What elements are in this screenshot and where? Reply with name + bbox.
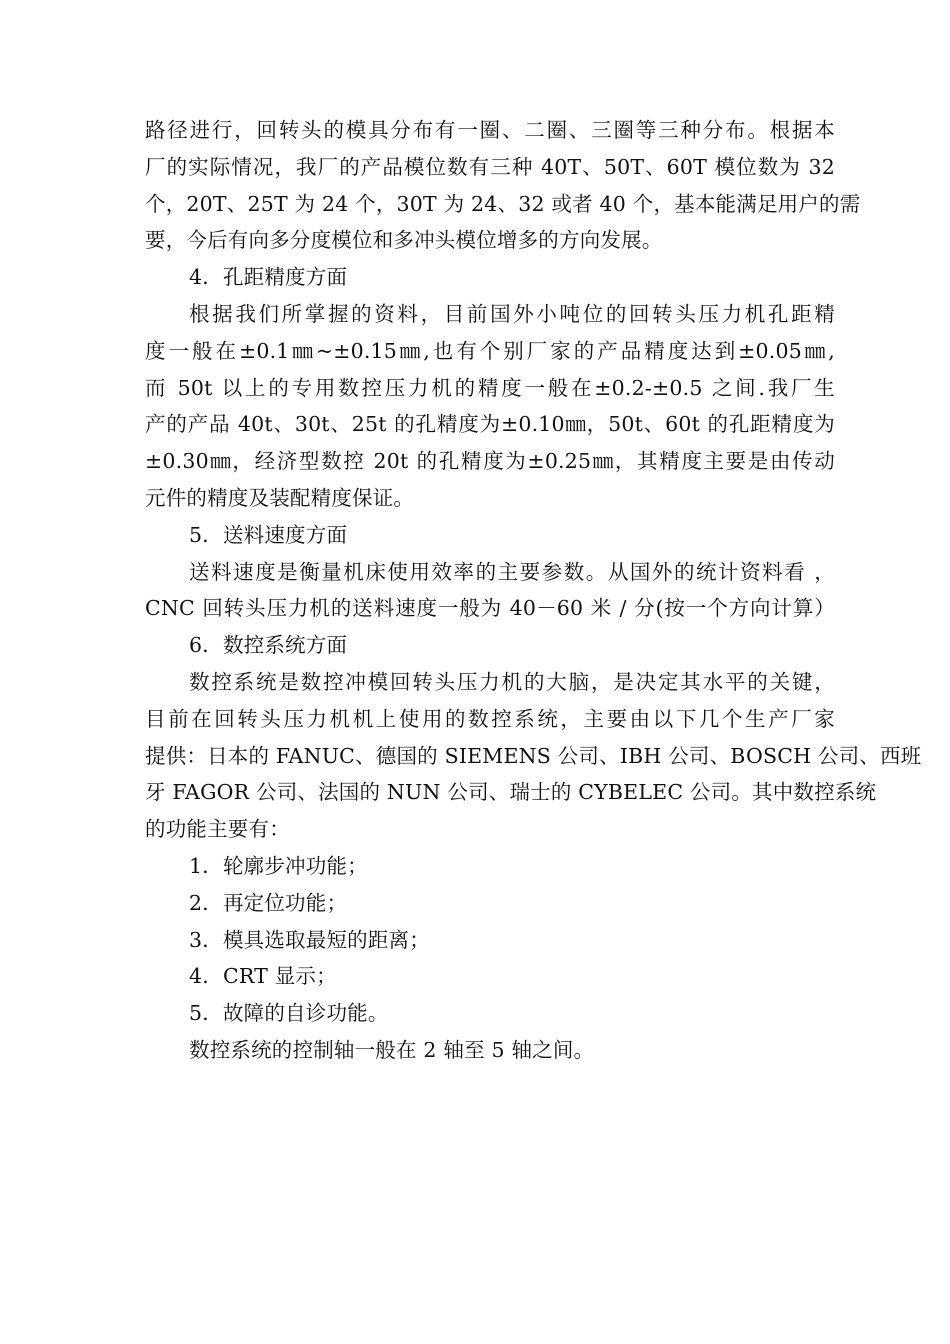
paragraph-line: 厂的实际情况，我厂的产品模位数有三种 40T、50T、60T 模位数为 32 <box>145 154 835 179</box>
section-heading: 5．送料速度方面 <box>189 522 348 547</box>
paragraph-line: 送料速度是衡量机床使用效率的主要参数。从国外的统计资料看 ， <box>189 559 835 584</box>
list-item: 1．轮廓步冲功能； <box>189 853 368 878</box>
paragraph-line: 要，今后有向多分度模位和多冲头模位增多的方向发展。 <box>145 228 663 253</box>
list-item: 5．故障的自诊功能。 <box>189 1001 389 1026</box>
paragraph-line: 根据我们所掌握的资料，目前国外小吨位的回转头压力机孔距精 <box>189 301 835 326</box>
paragraph-line: 产的产品 40t、30t、25t 的孔精度为±0.10㎜，50t、60t 的孔距精度为 <box>145 412 835 437</box>
paragraph-line: 度一般在±0.1㎜~±0.15㎜,也有个别厂家的产品精度达到±0.05㎜, <box>145 338 835 363</box>
list-item: 2．再定位功能； <box>189 890 348 915</box>
paragraph-line: 个，20T、25T 为 24 个，30T 为 24、32 或者 40 个，基本能满足用户的需 <box>145 191 861 216</box>
paragraph-line: 牙 FAGOR 公司、法国的 NUN 公司、瑞士的 CYBELEC 公司。其中数控系统 <box>145 780 877 805</box>
paragraph-line: 数控系统的控制轴一般在 2 轴至 5 轴之间。 <box>189 1037 595 1062</box>
section-heading: 6．数控系统方面 <box>189 633 348 658</box>
list-item: 4．CRT 显示； <box>189 964 337 989</box>
paragraph-line: ±0.30㎜，经济型数控 20t 的孔精度为±0.25㎜，其精度主要是由传动 <box>145 449 835 474</box>
paragraph-line: 元件的精度及装配精度保证。 <box>145 485 415 510</box>
paragraph-line: 的功能主要有： <box>145 817 290 842</box>
list-item: 3．模具选取最短的距离； <box>189 927 430 952</box>
section-heading: 4．孔距精度方面 <box>189 265 348 290</box>
paragraph-line: 目前在回转头压力机机上使用的数控系统，主要由以下几个生产厂家 <box>145 706 835 731</box>
paragraph-line: 数控系统是数控冲模回转头压力机的大脑，是决定其水平的关键， <box>189 669 835 694</box>
paragraph-line: 提供：日本的 FANUC、德国的 SIEMENS 公司、IBH 公司、BOSCH 公司、西班 <box>145 743 922 768</box>
document-body <box>145 112 922 1069</box>
paragraph-line: 路径进行，回转头的模具分布有一圈、二圈、三圈等三种分布。根据本 <box>145 118 835 142</box>
paragraph-line: 而 50t 以上的专用数控压力机的精度一般在±0.2-±0.5 之间.我厂生 <box>145 375 835 400</box>
paragraph-line: CNC 回转头压力机的送料速度一般为 40－60 米 / 分(按一个方向计算） <box>145 596 835 621</box>
